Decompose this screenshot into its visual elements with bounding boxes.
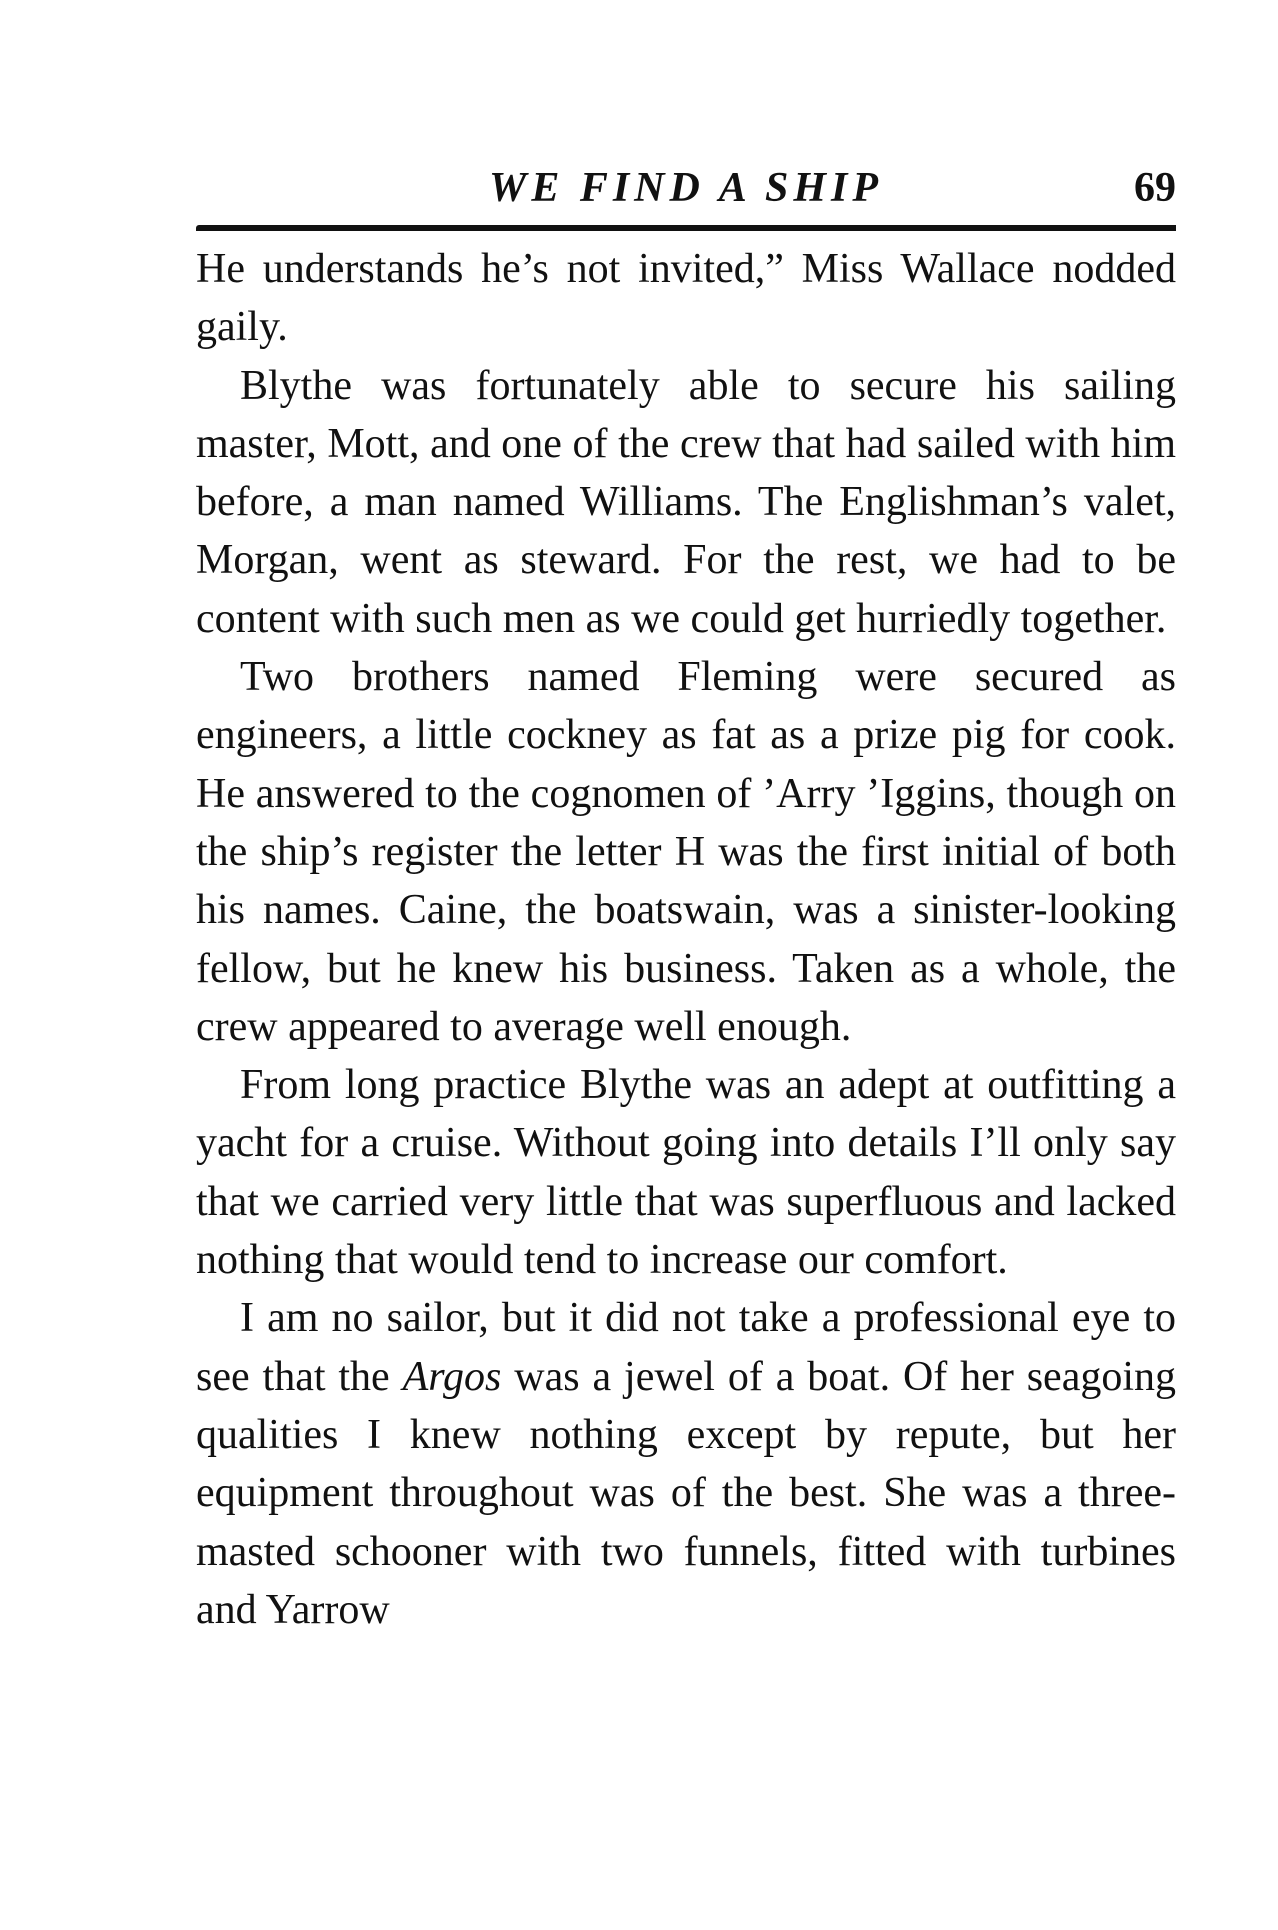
page-number: 69 [1134,165,1176,211]
paragraph-2: Blythe was fortunately able to secure his sailing master, Mott, and one of the crew that had sailed with him before, a man named Williams. The Englishman’s valet, Morgan, went as steward. For the rest, we had to be content with such men as we could get hurriedly together. [196,362,1176,642]
paragraph-5-part-2: was a jewel of a boat. Of her seagoing qualities I knew nothing except by repute, but her equipment throughout was of the best. She was a three-masted schooner with two funnels, fitted with turbines and Yarrow [196,1353,1176,1633]
running-head [196,162,1176,222]
paragraph-1: He understands he’s not invited,” Miss Wallace nodded gaily. [196,246,1176,351]
paragraph-5 [196,1289,1176,1639]
header-rule [196,225,1176,231]
paragraph-5-part-1: I am no sailor, but it did not take a professional eye to see that the [196,1295,1176,1400]
ship-name: Argos [402,1353,502,1400]
paragraph-3: Two brothers named Fleming were secured as engineers, a little cockney as fat as a prize pig for cook. He answered to the cognomen of ’Arry ’Iggins, though on the ship’s register the letter H was the first initial of both his names. Caine, the boatswain, was a sinister-looking fellow, but he knew his business. Taken as a whole, the crew appeared to average well enough. [196,654,1176,1050]
body-text [196,240,1176,1639]
running-title: WE FIND A SHIP [488,165,884,211]
paragraph-4: From long practice Blythe was an adept at outfitting a yacht for a cruise. Without going into details I’ll only say that we carried very little that was superfluous and lacked nothing that would tend to increase our comfort. [196,1062,1176,1284]
